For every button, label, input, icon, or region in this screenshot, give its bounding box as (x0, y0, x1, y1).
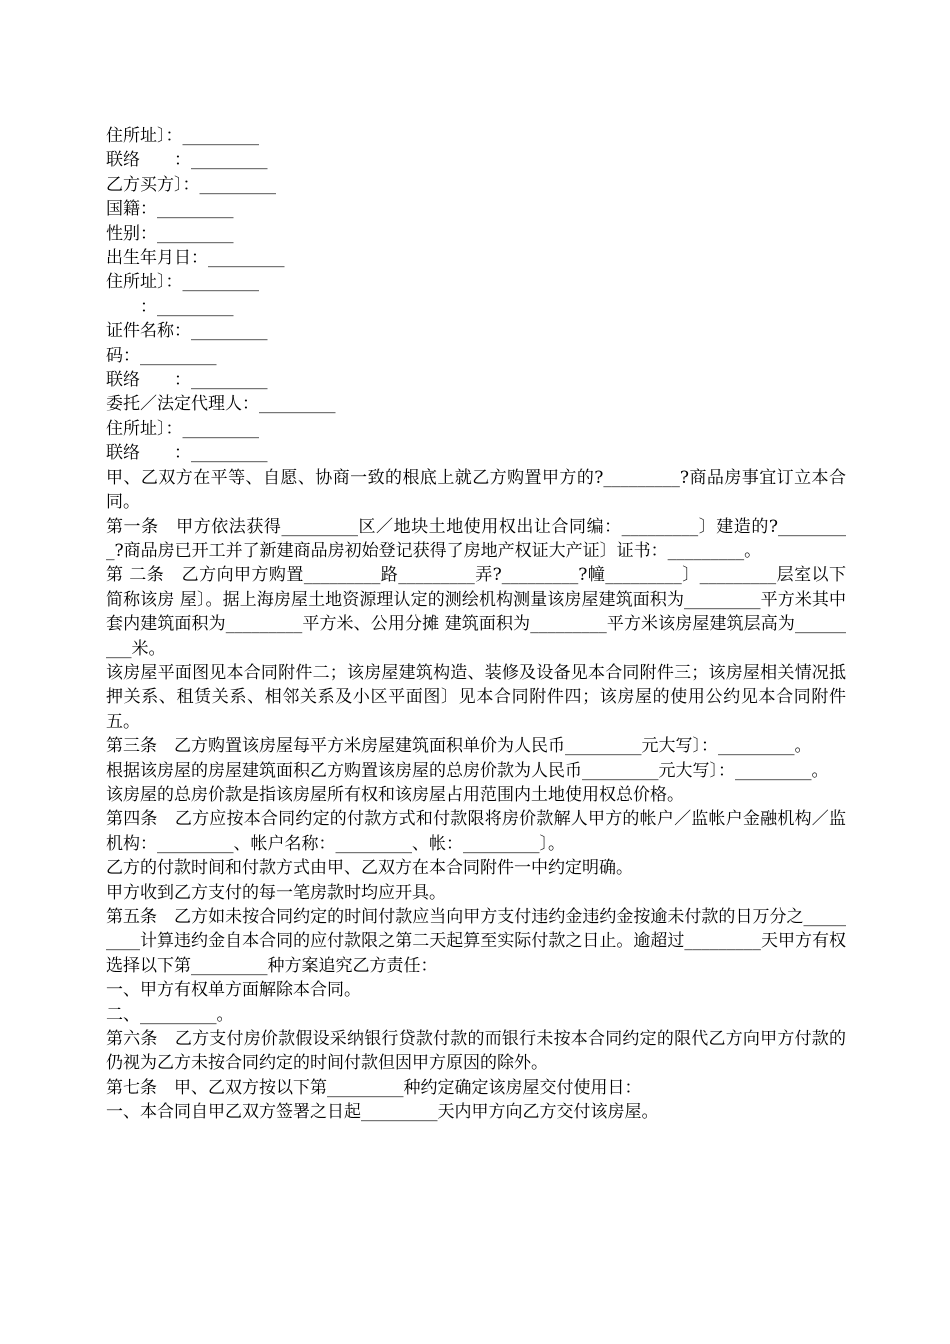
party-b-birthdate-line: 出生年月日：_________ (106, 248, 285, 269)
article-2-paragraph: 第 二条 乙方向甲方购置_________路_________弄?_________?幢_________〕_________层室以下简称该房 屋〕。据上海房屋土地资源理认定的测绘机构测量该房屋建筑面积为_________平方米其中套内建筑面积为_________平方米、公用分摊 建筑面积为_________平方米该房屋建筑层高为_________米。 (106, 565, 846, 659)
party-b-gender-line: 性别：_________ (106, 223, 234, 244)
agent-contact-line: 联络 ：_________ (106, 443, 268, 464)
party-b-id-name-line: 证件名称：_________ (106, 321, 268, 342)
article-3-paragraph: 第三条 乙方购置该房屋每平方米房屋建筑面积单价为人民币_________元大写〕：_________。 (106, 736, 812, 757)
option-2-paragraph: 二、_________。 (106, 1004, 234, 1025)
article-7-paragraph: 第七条 甲、乙双方按以下第_________种约定确定该房屋交付使用日： (106, 1077, 642, 1098)
article-5-paragraph: 第五条 乙方如未按合同约定的时间付款应当向甲方支付违约金违约金按逾未付款的日万分之_________计算违约金自本合同的应付款限之第二天起算至实际付款之日止。逾超过_________天甲方有权选择以下第_________种方案追究乙方责任： (106, 907, 846, 976)
party-a-address-line: 住所址〕：_________ (106, 126, 259, 146)
payment-terms-paragraph: 乙方的付款时间和付款方式由甲、乙双方在本合同附件一中约定明确。 (106, 858, 633, 879)
agent-line: 委托／法定代理人：_________ (106, 394, 336, 415)
party-b-blank-line: ：_________ (106, 296, 234, 317)
delivery-option-1-paragraph: 一、本合同自甲乙双方签署之日起_________天内甲方向乙方交付该房屋。 (106, 1102, 659, 1123)
party-b-contact-line: 联络 ：_________ (106, 370, 268, 391)
agent-address-line: 住所址〕：_________ (106, 418, 259, 439)
party-b-buyer-line: 乙方买方〕：_________ (106, 174, 276, 195)
attachments-paragraph: 该房屋平面图见本合同附件二；该房屋建筑构造、装修及设备见本合同附件三；该房屋相关情况抵押关系、租赁关系、相邻关系及小区平面图〕见本合同附件四；该房屋的使用公约见本合同附件五。 (106, 662, 846, 732)
party-b-id-number-line: 码：_________ (106, 345, 217, 366)
total-price-definition-paragraph: 该房屋的总房价款是指该房屋所有权和该房屋占用范围内土地使用权总价格。 (106, 784, 684, 805)
preamble-paragraph: 甲、乙双方在平等、自愿、协商一致的根底上就乙方购置甲方的?_________?商品房事宜订立本合同。 (106, 467, 846, 513)
article-1-paragraph: 第一条 甲方依法获得_________区／地块土地使用权出让合同编：_________〕建造的?_________?商品房已开工并了新建商品房初始登记获得了房地产权证大产证〕证书：_________。 (106, 516, 846, 561)
article-6-paragraph: 第六条 乙方支付房价款假设采纳银行贷款付款的而银行未按本合同约定的限代乙方向甲方付款的仍视为乙方未按合同约定的时间付款但因甲方原因的除外。 (106, 1029, 846, 1074)
total-price-paragraph: 根据该房屋的房屋建筑面积乙方购置该房屋的总房价款为人民币_________元大写〕：_________。 (106, 760, 829, 781)
document-body (106, 124, 846, 1125)
option-1-paragraph: 一、甲方有权单方面解除本合同。 (106, 980, 361, 1001)
article-4-paragraph: 第四条 乙方应按本合同约定的付款方式和付款限将房价款解人甲方的帐户／监帐户金融机构／监机构：_________、帐户名称：_________、帐：_________〕。 (106, 809, 846, 854)
party-a-contact-line: 联络 ：_________ (106, 150, 268, 171)
party-b-address-line: 住所址〕：_________ (106, 272, 259, 293)
party-b-nationality-line: 国籍：_________ (106, 199, 234, 220)
receipt-paragraph: 甲方收到乙方支付的每一笔房款时均应开具。 (106, 882, 446, 903)
